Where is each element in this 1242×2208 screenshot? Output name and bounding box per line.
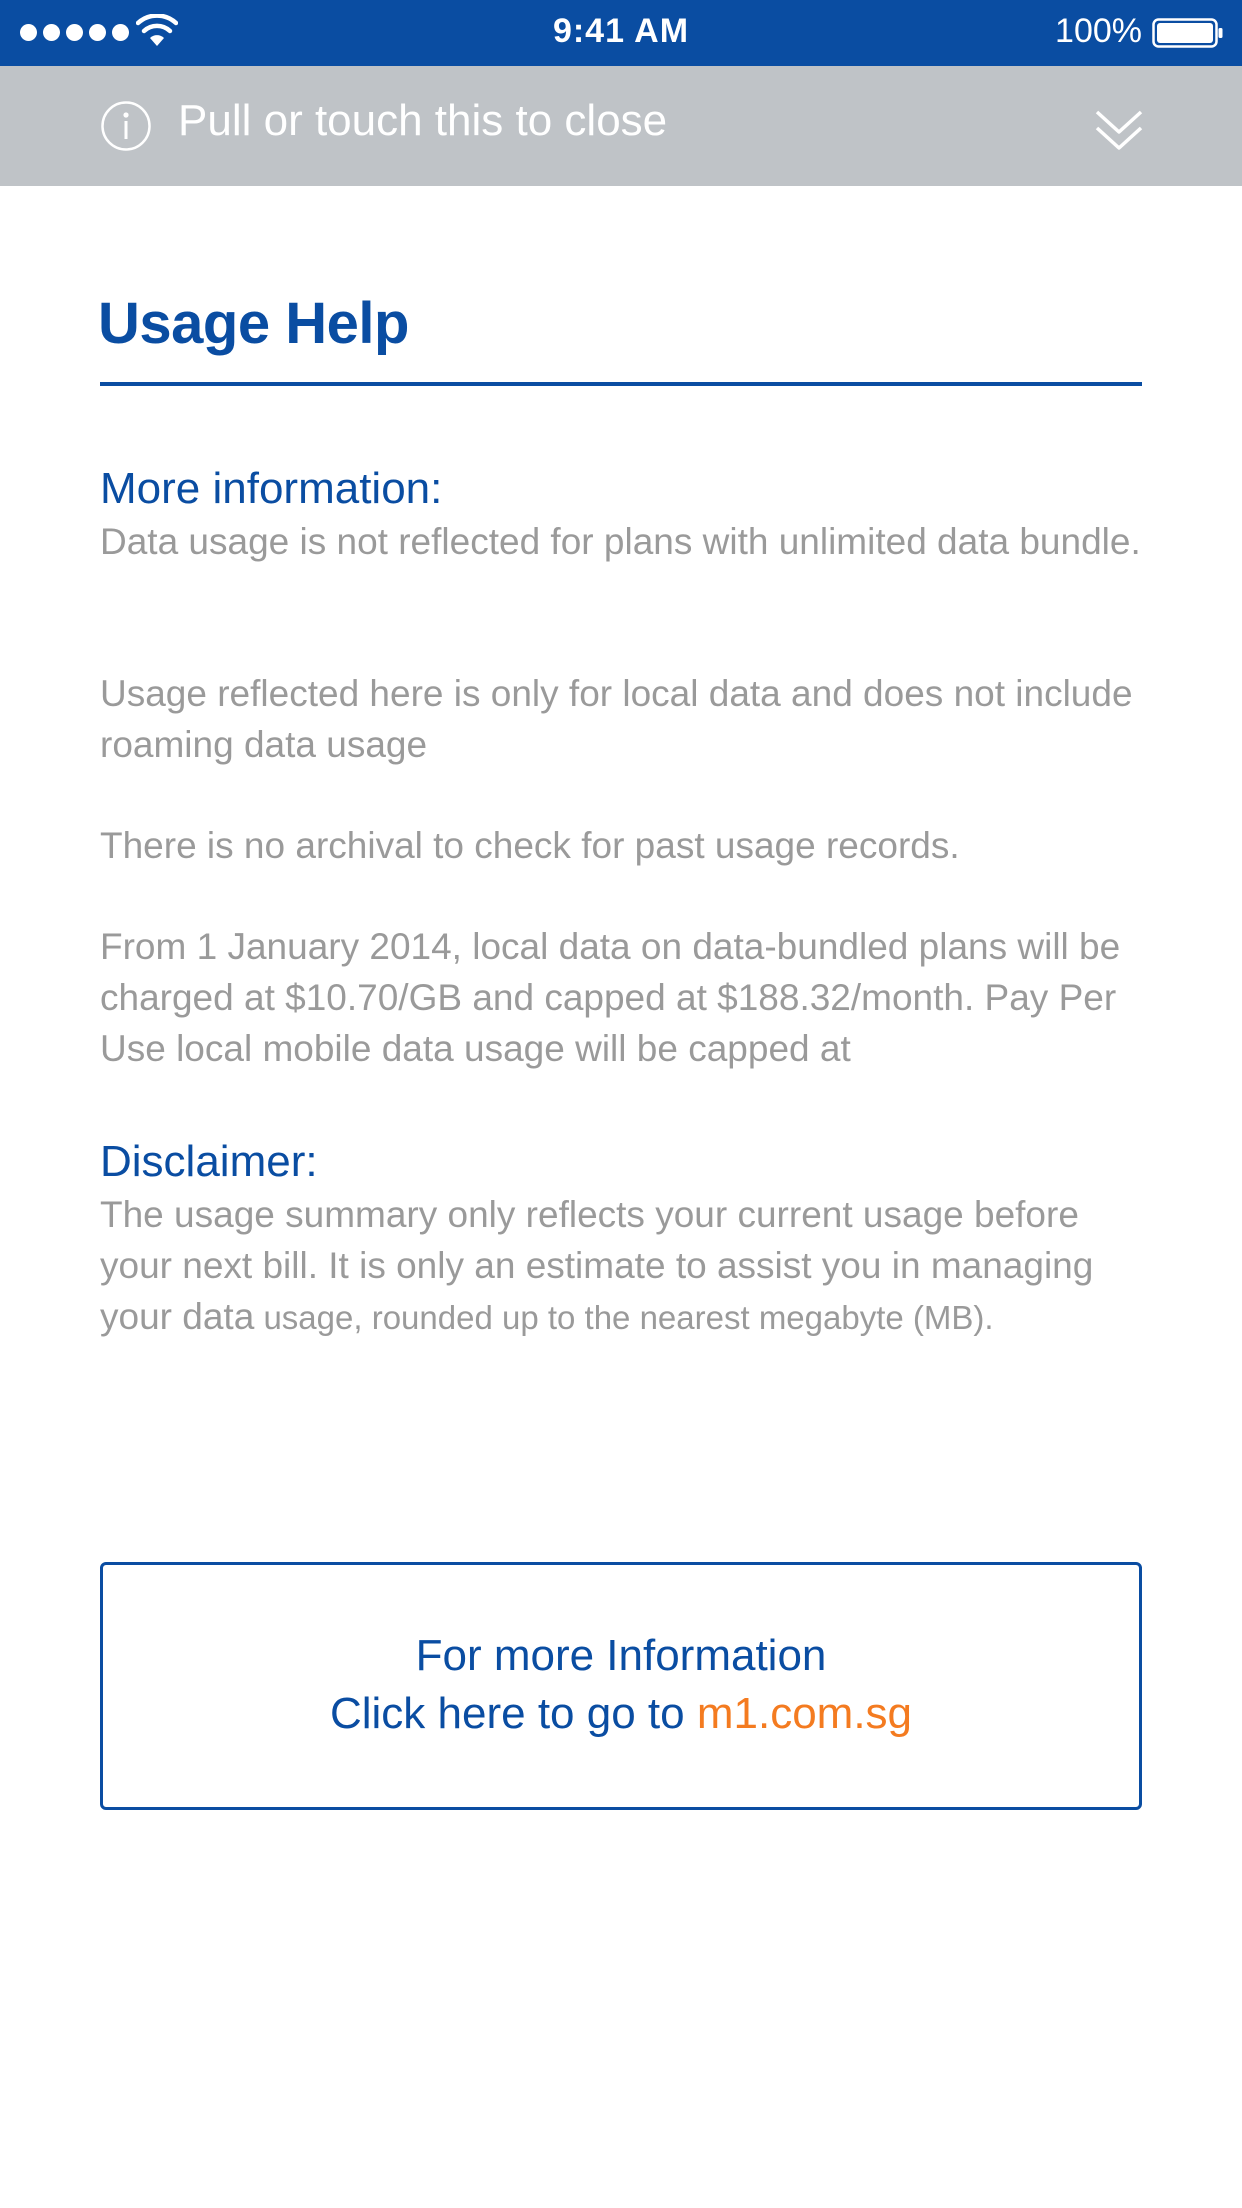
page-title: Usage Help <box>98 291 409 356</box>
title-divider <box>100 382 1142 386</box>
info-paragraph-unlimited: Data usage is not reflected for plans with unlimited data bundle. <box>100 521 1141 562</box>
disclaimer-heading: Disclaimer: <box>100 1137 318 1186</box>
pull-to-close-label: Pull or touch this to close <box>178 96 668 145</box>
info-paragraph-roaming: Usage reflected here is only for local data and does not include roaming data usage <box>100 673 1133 765</box>
status-time: 9:41 AM <box>552 12 690 50</box>
more-info-link-button[interactable] <box>100 1562 1142 1810</box>
disclaimer-text-small: usage, rounded up to the nearest megabyte (MB). <box>254 1299 994 1336</box>
info-paragraph-charges: From 1 January 2014, local data on data-bundled plans will be charged at $10.70/GB and capped at $188.32/month. Pay Per Use local mobile data usage will be capped at <box>100 926 1121 1069</box>
status-bar <box>0 0 1242 66</box>
pull-to-close-bar[interactable] <box>0 66 1242 186</box>
battery-percentage: 100% <box>1055 12 1142 50</box>
cta-line-1: For more Information <box>415 1631 827 1680</box>
disclaimer-text-main: The usage summary only reflects your current usage before your next bill. It is only an estimate to assist you in managing your data <box>100 1194 1094 1337</box>
m1-website-link[interactable]: m1.com.sg <box>696 1689 913 1738</box>
info-icon <box>100 100 152 152</box>
battery-icon <box>1152 18 1224 48</box>
disclaimer-text <box>100 1189 1142 1343</box>
more-information-heading: More information: <box>100 464 443 513</box>
chevron-double-down-icon[interactable] <box>1094 102 1144 154</box>
cta-line-2-prefix: Click here to go to <box>329 1689 697 1738</box>
cta-line-2 <box>103 1685 1139 1743</box>
info-paragraph-archival: There is no archival to check for past usage records. <box>100 825 960 866</box>
